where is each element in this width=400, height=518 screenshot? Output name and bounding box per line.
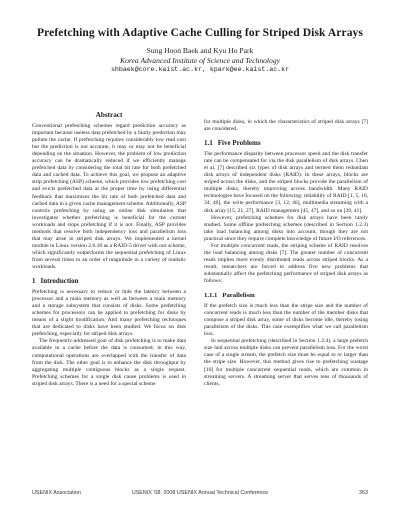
- section-heading-introduction: [32, 278, 186, 285]
- right-column: [204, 119, 368, 388]
- footer-conference: USENIX '08: 2008 USENIX Annual Technical Conference: [131, 490, 269, 496]
- paper-email: shbaek@core.kaist.ac.kr, kpark@ee.kaist.ac.kr: [110, 66, 290, 73]
- paper-affiliation: Korea Advanced Institute of Science and Technology: [120, 56, 280, 65]
- paper-title: Prefetching with Adaptive Cache Culling for Striped Disk Arrays: [37, 27, 363, 39]
- subsection-number: 1.1: [204, 139, 213, 148]
- subsection-title: Five Problems: [217, 139, 261, 148]
- left-column: [32, 112, 186, 388]
- intro-paragraph-1: Prefetching is necessary to reduce or hide the latency between a processor and a main memory as well as between a main memory and a storage subsystem that consists of disks. Some prefetching schemes for processors can be applied to prefetching for disks by means of a slight modification. And many prefetching techniques that are dedicated to disks have been studied. We focus on disk prefetching, especially for striped disk arrays.: [32, 289, 186, 338]
- section-title: Introduction: [40, 277, 79, 286]
- abstract-heading: Abstract: [95, 111, 123, 119]
- footer-association: USENIX Association: [32, 490, 81, 496]
- subsubsection-heading-parallelism: [204, 292, 368, 299]
- parallelism-paragraph-1: If the prefetch size is much less than the stripe size and the number of concurrent reads is much less than the number of the member disks that compose a striped disk array, some of disks become idle, thereby losing parallelism of the disks. This case exemplifies what we call parallelism loss.: [204, 303, 368, 338]
- subsubsection-title: Parallelism: [222, 292, 255, 300]
- parallelism-paragraph-2: In sequential prefetching (described in Section 1.2.4), a large prefetch size laid across multiple disks can prevent parallelism loss. For the worst case of a single stream, the prefetch size must be equal to or larger than the stripe size. However, this method gives rise to prefetching wastage [10] for multiple concurrent sequential reads, which are common in streaming servers. A streaming server that serves tens of thousands of clients,: [204, 338, 368, 387]
- subsubsection-number: 1.1.1: [204, 292, 218, 300]
- footer-page-number: 363: [359, 490, 368, 496]
- paper-authors: Sung Hoon Baek and Kyu Ho Park: [146, 46, 254, 55]
- intro-continuation: for multiple disks, in which the characteristics of striped disk arrays [7] are considered.: [204, 119, 368, 133]
- five-problems-paragraph-2: However, prefetching schemes for disk arrays have been rarely studied. Some offline prefetching schemes (described in Section 1.2.3) take load balancing among disks into account, though they are not practical since they require complete knowledge of future I/O references.: [204, 214, 368, 242]
- abstract-text: Conventional prefetching schemes regard prediction accuracy as important because useless data prefetched by a faulty prediction may pollute the cache. If prefetching requires considerably low read cost but the prediction is not accurate, it may or may not be beneficial depending on the situation. However, the problem of low prediction accuracy can be dramatically reduced if we efficiently manage prefetched data by considering the total hit rate for both prefetched data and cached data. To achieve this goal, we propose an adaptive strip prefetching (ASP) scheme, which provides low prefetching cost and evicts prefetched data at the proper time by using differential feedback that maximizes the hit rate of both prefetched data and cached data in a given cache management scheme. Additionally, ASP controls prefetching by using an online disk simulation that investigates whether prefetching is beneficial for the current workloads and stops prefetching if it is not. Finally, ASP provides methods that resolve both independency loss and parallelism loss that may arise in striped disk arrays. We implemented a kernel module in Linux version 2.6.18 as a RAID-5 driver with our scheme, which significantly outperforms the sequential prefetching of Linux from several times to an order of magnitude in a variety of realistic workloads.: [32, 123, 186, 270]
- five-problems-paragraph-1: The performance disparity between processor speed and the disk transfer rate can be compensated for via the disk parallelism of disk arrays. Chen et al. [7] described six types of disk arrays and termed them redundant disk arrays of independent disks (RAID). In these arrays, blocks are striped across the disks, and the striped blocks provide the parallelism of multiple disks, thereby improving access bandwidth. Many RAID technologies have focused on the following: reliability of RAID [1, 5, 16, 34, 40], the write performance [3, 12, 46], multimedia streaming with a disk array [15, 21, 27], RAID management [45, 47], and so on [20, 41].: [204, 151, 368, 214]
- intro-paragraph-2: The frequently-addressed goal of disk prefetching is to make data available in a cache before the data is consumed; in this way, computational operations are overlapped with the transfer of data from the disk. The other goal is to enhance the disk throughput by aggregating multiple contiguous blocks as a single request. Prefetching schemes for a single disk cause problems is used in striped disk arrays. There is a need for a special scheme: [32, 338, 186, 387]
- section-number: 1: [32, 277, 36, 286]
- subsection-heading-five-problems: [204, 140, 368, 147]
- five-problems-paragraph-3: For multiple concurrent reads, the striping scheme of RAID resolves the load balancing among disks [7]. The greater number of concurrent reads implies more evenly distributed reads across striped blocks. As a result, researchers are forced to address five new problems that substantially affect the prefetching performance of striped disk arrays as follows:: [204, 242, 368, 284]
